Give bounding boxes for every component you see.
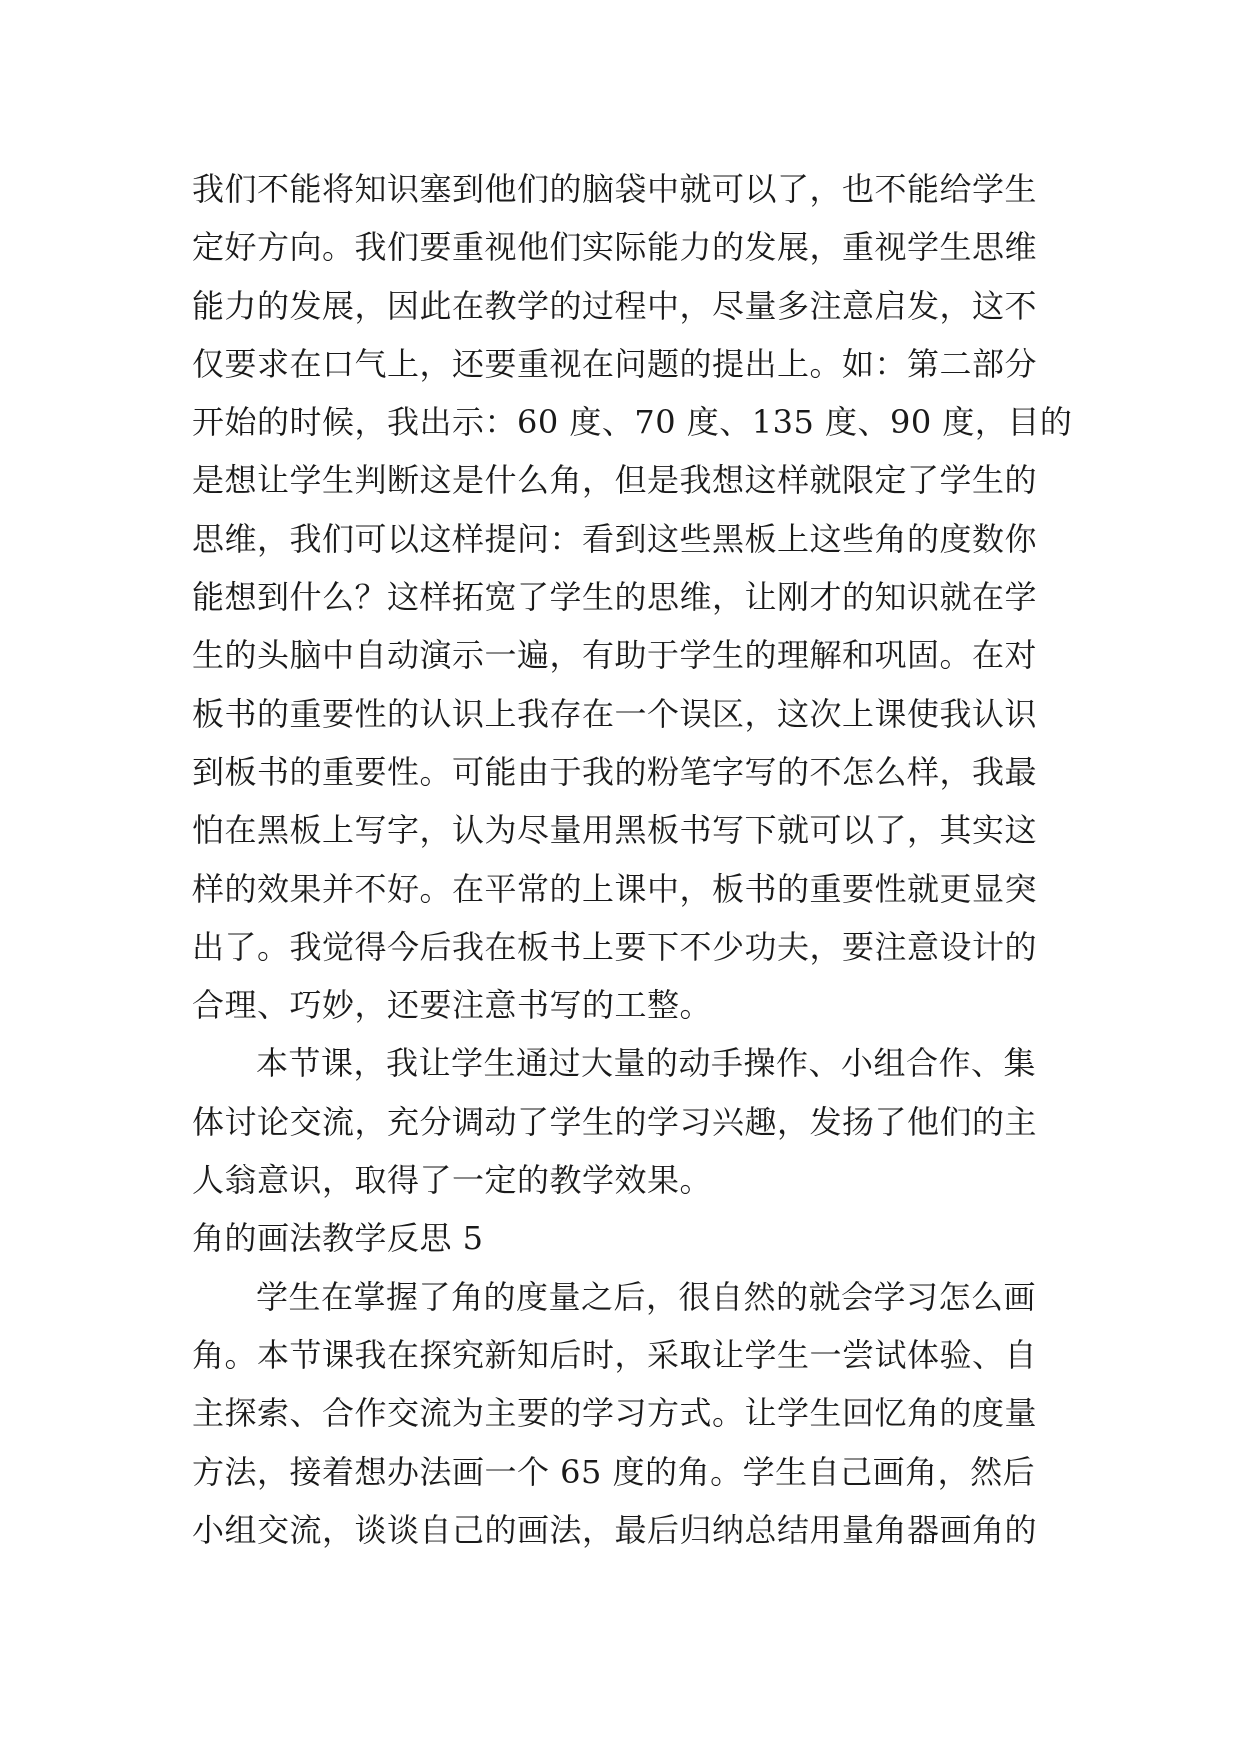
text-line: 仅要求在口气上，还要重视在问题的提出上。如：第二部分 bbox=[192, 344, 1038, 383]
paragraph-1 bbox=[192, 160, 1073, 1034]
text-line: 小组交流，谈谈自己的画法，最后归纳总结用量角器画角的 bbox=[192, 1510, 1038, 1549]
text-line: 我们不能将知识塞到他们的脑袋中就可以了，也不能给学生 bbox=[192, 170, 1038, 208]
text-line: 主探索、合作交流为主要的学习方式。让学生回忆角的度量 bbox=[192, 1394, 1038, 1433]
text-line: 人翁意识，取得了一定的教学效果。 bbox=[192, 1161, 713, 1200]
text-line: 思维，我们可以这样提问：看到这些黑板上这些角的度数你 bbox=[192, 519, 1038, 558]
text-line: 开始的时候，我出示：60 度、70 度、135 度、90 度，目的 bbox=[192, 403, 1073, 442]
section-heading: 角的画法教学反思 5 bbox=[192, 1219, 484, 1258]
text-line: 定好方向。我们要重视他们实际能力的发展，重视学生思维 bbox=[192, 228, 1038, 267]
text-line: 到板书的重要性。可能由于我的粉笔字写的不怎么样，我最 bbox=[192, 752, 1038, 791]
text-line: 是想让学生判断这是什么角，但是我想这样就限定了学生的 bbox=[192, 461, 1038, 500]
text-line: 本节课，我让学生通过大量的动手操作、小组合作、集 bbox=[256, 1044, 1037, 1083]
document-body bbox=[192, 160, 1073, 1559]
text-line: 能力的发展，因此在教学的过程中，尽量多注意启发，这不 bbox=[192, 286, 1038, 325]
text-line: 体讨论交流，充分调动了学生的学习兴趣，发扬了他们的主 bbox=[192, 1102, 1038, 1141]
text-line: 板书的重要性的认识上我存在一个误区，这次上课使我认识 bbox=[192, 694, 1038, 733]
text-line: 学生在掌握了角的度量之后，很自然的就会学习怎么画 bbox=[256, 1277, 1037, 1316]
text-line: 出了。我觉得今后我在板书上要下不少功夫，要注意设计的 bbox=[192, 927, 1038, 966]
text-line: 怕在黑板上写字，认为尽量用黑板书写下就可以了，其实这 bbox=[192, 811, 1038, 850]
text-line: 方法，接着想办法画一个 65 度的角。学生自己画角，然后 bbox=[192, 1452, 1036, 1491]
paragraph-2 bbox=[192, 1034, 1052, 1209]
text-line: 能想到什么？这样拓宽了学生的思维，让刚才的知识就在学 bbox=[192, 578, 1038, 617]
text-line: 生的头脑中自动演示一遍，有助于学生的理解和巩固。在对 bbox=[192, 636, 1038, 675]
text-line: 角。本节课我在探究新知后时，采取让学生一尝试体验、自 bbox=[192, 1335, 1038, 1374]
text-line: 样的效果并不好。在平常的上课中，板书的重要性就更显突 bbox=[192, 869, 1038, 908]
paragraph-3 bbox=[192, 1268, 1052, 1559]
text-line: 合理、巧妙，还要注意书写的工整。 bbox=[192, 986, 713, 1025]
